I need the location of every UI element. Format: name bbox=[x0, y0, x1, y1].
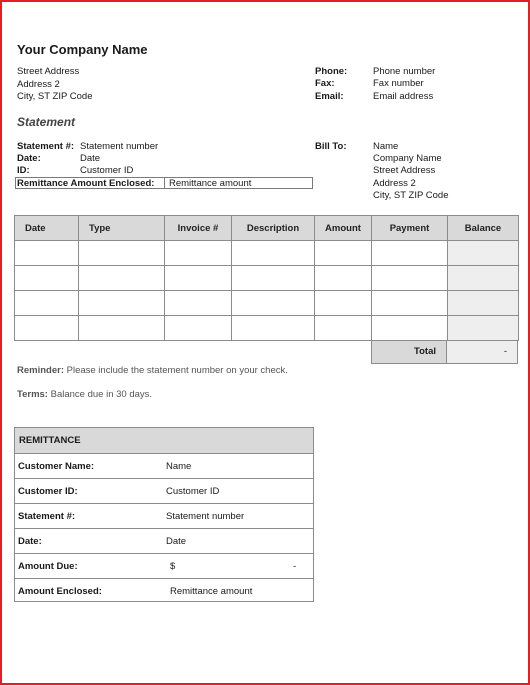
balance-cell bbox=[448, 241, 519, 266]
table-cell[interactable] bbox=[15, 291, 79, 316]
table-cell[interactable] bbox=[79, 291, 165, 316]
remittance-row-date bbox=[15, 528, 313, 554]
balance-cell bbox=[448, 266, 519, 291]
table-cell[interactable] bbox=[315, 316, 372, 341]
total-row bbox=[371, 340, 518, 364]
statement-heading: Statement bbox=[17, 115, 76, 129]
terms-text: Balance due in 30 days. bbox=[50, 389, 153, 400]
fax-value: Fax number bbox=[373, 78, 424, 89]
amount-due-label: Amount Due: bbox=[18, 561, 78, 572]
remittance-date-label: Date: bbox=[18, 536, 42, 547]
remittance-statement-label: Statement #: bbox=[18, 511, 76, 522]
col-header-balance: Balance bbox=[448, 216, 519, 241]
remittance-row-statement bbox=[15, 503, 313, 529]
statement-number-label: Statement #: bbox=[17, 141, 75, 152]
remittance-slip bbox=[14, 427, 314, 602]
statement-table bbox=[14, 215, 519, 341]
statement-date-label: Date: bbox=[17, 153, 41, 164]
remittance-row-customer-name bbox=[15, 453, 313, 479]
table-cell[interactable] bbox=[232, 316, 315, 341]
table-cell[interactable] bbox=[372, 241, 448, 266]
table-cell[interactable] bbox=[165, 316, 232, 341]
table-cell[interactable] bbox=[372, 291, 448, 316]
company-city: City, ST ZIP Code bbox=[17, 91, 93, 102]
col-header-payment: Payment bbox=[372, 216, 448, 241]
statement-id-label: ID: bbox=[17, 165, 30, 176]
company-name: Your Company Name bbox=[17, 42, 148, 57]
bill-to-name: Name bbox=[373, 141, 399, 152]
terms-label: Terms: bbox=[17, 389, 48, 400]
remittance-heading: REMITTANCE bbox=[15, 428, 313, 454]
phone-value: Phone number bbox=[373, 66, 436, 77]
remittance-date-value[interactable]: Date bbox=[166, 536, 187, 547]
terms-note bbox=[17, 389, 152, 400]
table-cell[interactable] bbox=[232, 266, 315, 291]
col-header-type: Type bbox=[79, 216, 165, 241]
table-row bbox=[15, 291, 519, 316]
col-header-date: Date bbox=[15, 216, 79, 241]
table-cell[interactable] bbox=[79, 266, 165, 291]
table-row bbox=[15, 316, 519, 341]
balance-cell bbox=[448, 316, 519, 341]
reminder-note bbox=[17, 365, 288, 376]
table-cell[interactable] bbox=[315, 291, 372, 316]
customer-name-label: Customer Name: bbox=[18, 461, 95, 472]
total-label: Total bbox=[371, 340, 447, 364]
company-street: Street Address bbox=[17, 66, 80, 77]
remittance-box-divider bbox=[164, 178, 165, 188]
table-row bbox=[15, 241, 519, 266]
statement-id-value: Customer ID bbox=[80, 165, 134, 176]
table-cell[interactable] bbox=[15, 241, 79, 266]
table-cell[interactable] bbox=[79, 316, 165, 341]
bill-to-address2: Address 2 bbox=[373, 178, 416, 189]
table-cell[interactable] bbox=[372, 316, 448, 341]
table-cell[interactable] bbox=[15, 266, 79, 291]
fax-label: Fax: bbox=[315, 78, 335, 89]
table-cell[interactable] bbox=[315, 266, 372, 291]
customer-name-value[interactable]: Name bbox=[166, 461, 192, 472]
reminder-label: Reminder: bbox=[17, 365, 64, 376]
amount-enclosed-label: Amount Enclosed: bbox=[18, 586, 102, 597]
bill-to-street: Street Address bbox=[373, 165, 436, 176]
table-cell[interactable] bbox=[372, 266, 448, 291]
remittance-enclosed-label: Remittance Amount Enclosed: bbox=[17, 178, 155, 189]
col-header-invoice: Invoice # bbox=[165, 216, 232, 241]
table-header-row bbox=[15, 216, 519, 241]
bill-to-label: Bill To: bbox=[315, 141, 347, 152]
email-value: Email address bbox=[373, 91, 434, 102]
remittance-row-amount-due bbox=[15, 553, 313, 579]
table-cell[interactable] bbox=[165, 266, 232, 291]
total-value: - bbox=[446, 340, 518, 364]
table-cell[interactable] bbox=[232, 291, 315, 316]
table-row bbox=[15, 266, 519, 291]
customer-id-label: Customer ID: bbox=[18, 486, 78, 497]
table-cell[interactable] bbox=[232, 241, 315, 266]
table-cell[interactable] bbox=[315, 241, 372, 266]
bill-to-city: City, ST ZIP Code bbox=[373, 190, 449, 201]
amount-due-currency: $ bbox=[170, 561, 176, 572]
balance-cell bbox=[448, 291, 519, 316]
email-label: Email: bbox=[315, 91, 344, 102]
col-header-description: Description bbox=[232, 216, 315, 241]
amount-enclosed-value[interactable]: Remittance amount bbox=[170, 586, 253, 597]
statement-number-value: Statement number bbox=[80, 141, 159, 152]
remittance-row-customer-id bbox=[15, 478, 313, 504]
amount-due-value[interactable]: - bbox=[293, 561, 297, 572]
table-cell[interactable] bbox=[79, 241, 165, 266]
reminder-text: Please include the statement number on your check. bbox=[66, 365, 288, 376]
remittance-statement-value[interactable]: Statement number bbox=[166, 511, 245, 522]
remittance-row-amount-enclosed bbox=[15, 578, 313, 603]
table-cell[interactable] bbox=[165, 241, 232, 266]
bill-to-company: Company Name bbox=[373, 153, 442, 164]
company-address2: Address 2 bbox=[17, 79, 60, 90]
table-cell[interactable] bbox=[165, 291, 232, 316]
statement-date-value: Date bbox=[80, 153, 101, 164]
customer-id-value[interactable]: Customer ID bbox=[166, 486, 220, 497]
col-header-amount: Amount bbox=[315, 216, 372, 241]
table-cell[interactable] bbox=[15, 316, 79, 341]
phone-label: Phone: bbox=[315, 66, 348, 77]
remittance-enclosed-value: Remittance amount bbox=[169, 178, 252, 189]
